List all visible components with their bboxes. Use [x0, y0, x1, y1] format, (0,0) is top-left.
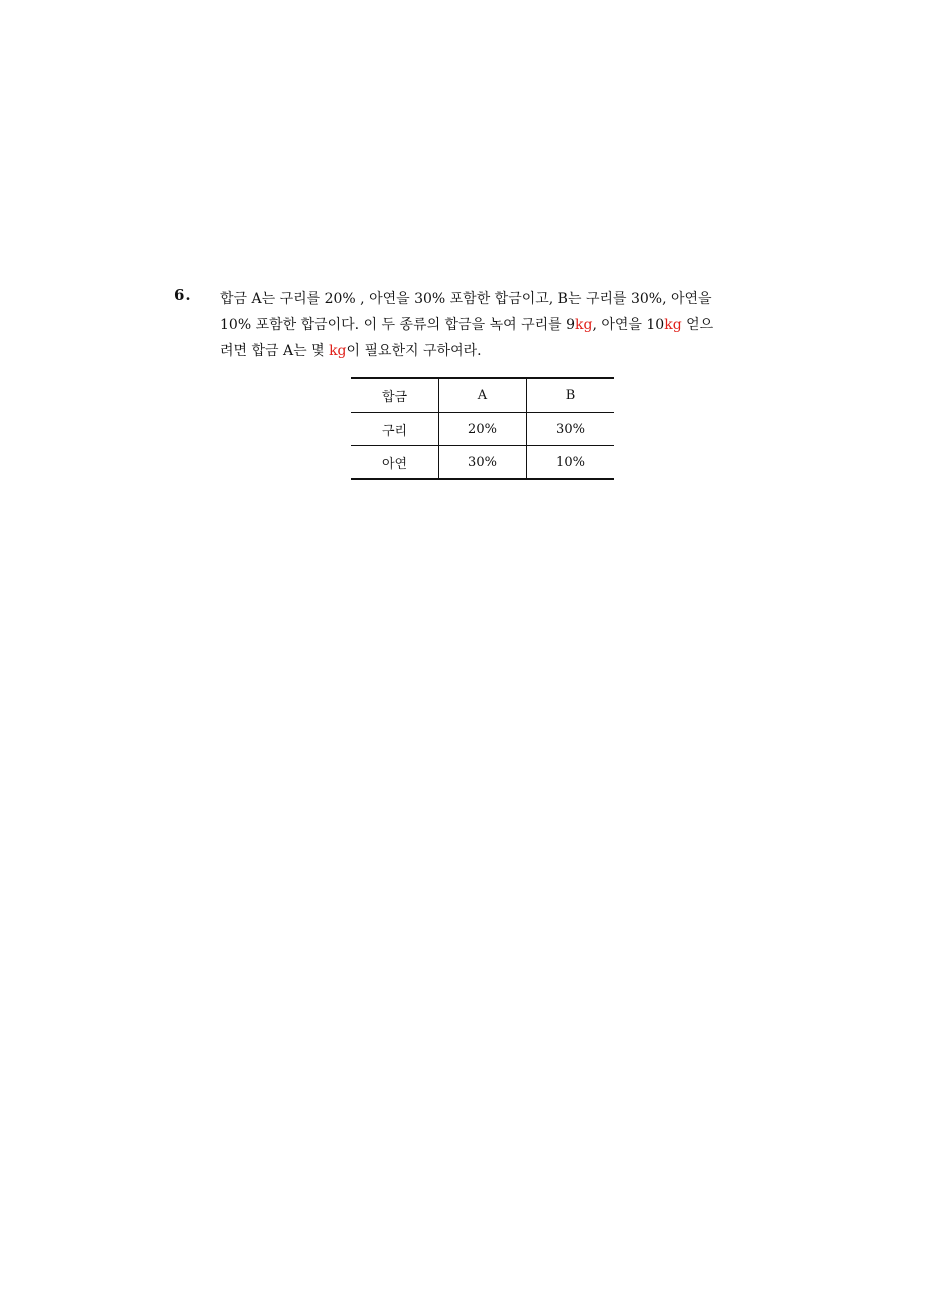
table-cell: 20% [439, 413, 527, 446]
table-cell: 구리 [351, 413, 439, 446]
problem-line-3 [220, 338, 754, 364]
problem-line-2-part-c: 얻으 [681, 317, 714, 333]
alloy-composition-table [351, 377, 614, 480]
table-header-row [351, 378, 614, 413]
problem-number: 6. [174, 286, 192, 304]
problem-line-1-text: 합금 A는 구리를 20% , 아연을 30% 포함한 합금이고, B는 구리를 30%, 아연을 [220, 291, 712, 307]
problem-line-2-part-a: 10% 포함한 합금이다. 이 두 종류의 합금을 녹여 구리를 9 [220, 317, 576, 333]
table-header-cell: B [527, 378, 615, 413]
problem-line-2 [220, 312, 754, 338]
unit-kg-zinc: kg [664, 317, 682, 333]
unit-kg-copper: kg [575, 317, 593, 333]
table-cell: 30% [527, 413, 615, 446]
unit-kg-answer: kg [329, 343, 347, 359]
table-header-cell: A [439, 378, 527, 413]
problem-line-2-part-b: , 아연을 10 [592, 317, 665, 333]
table-row [351, 446, 614, 480]
table-cell: 아연 [351, 446, 439, 480]
table-row [351, 413, 614, 446]
table-cell: 30% [439, 446, 527, 480]
problem-line-1 [220, 286, 754, 312]
problem-line-3-part-a: 려면 합금 A는 몇 [220, 343, 330, 359]
problem-text [220, 286, 754, 364]
table-header-cell: 합금 [351, 378, 439, 413]
alloy-table-wrapper [351, 377, 614, 480]
problem-line-3-part-b: 이 필요한지 구하여라. [346, 343, 482, 359]
table-cell: 10% [527, 446, 615, 480]
